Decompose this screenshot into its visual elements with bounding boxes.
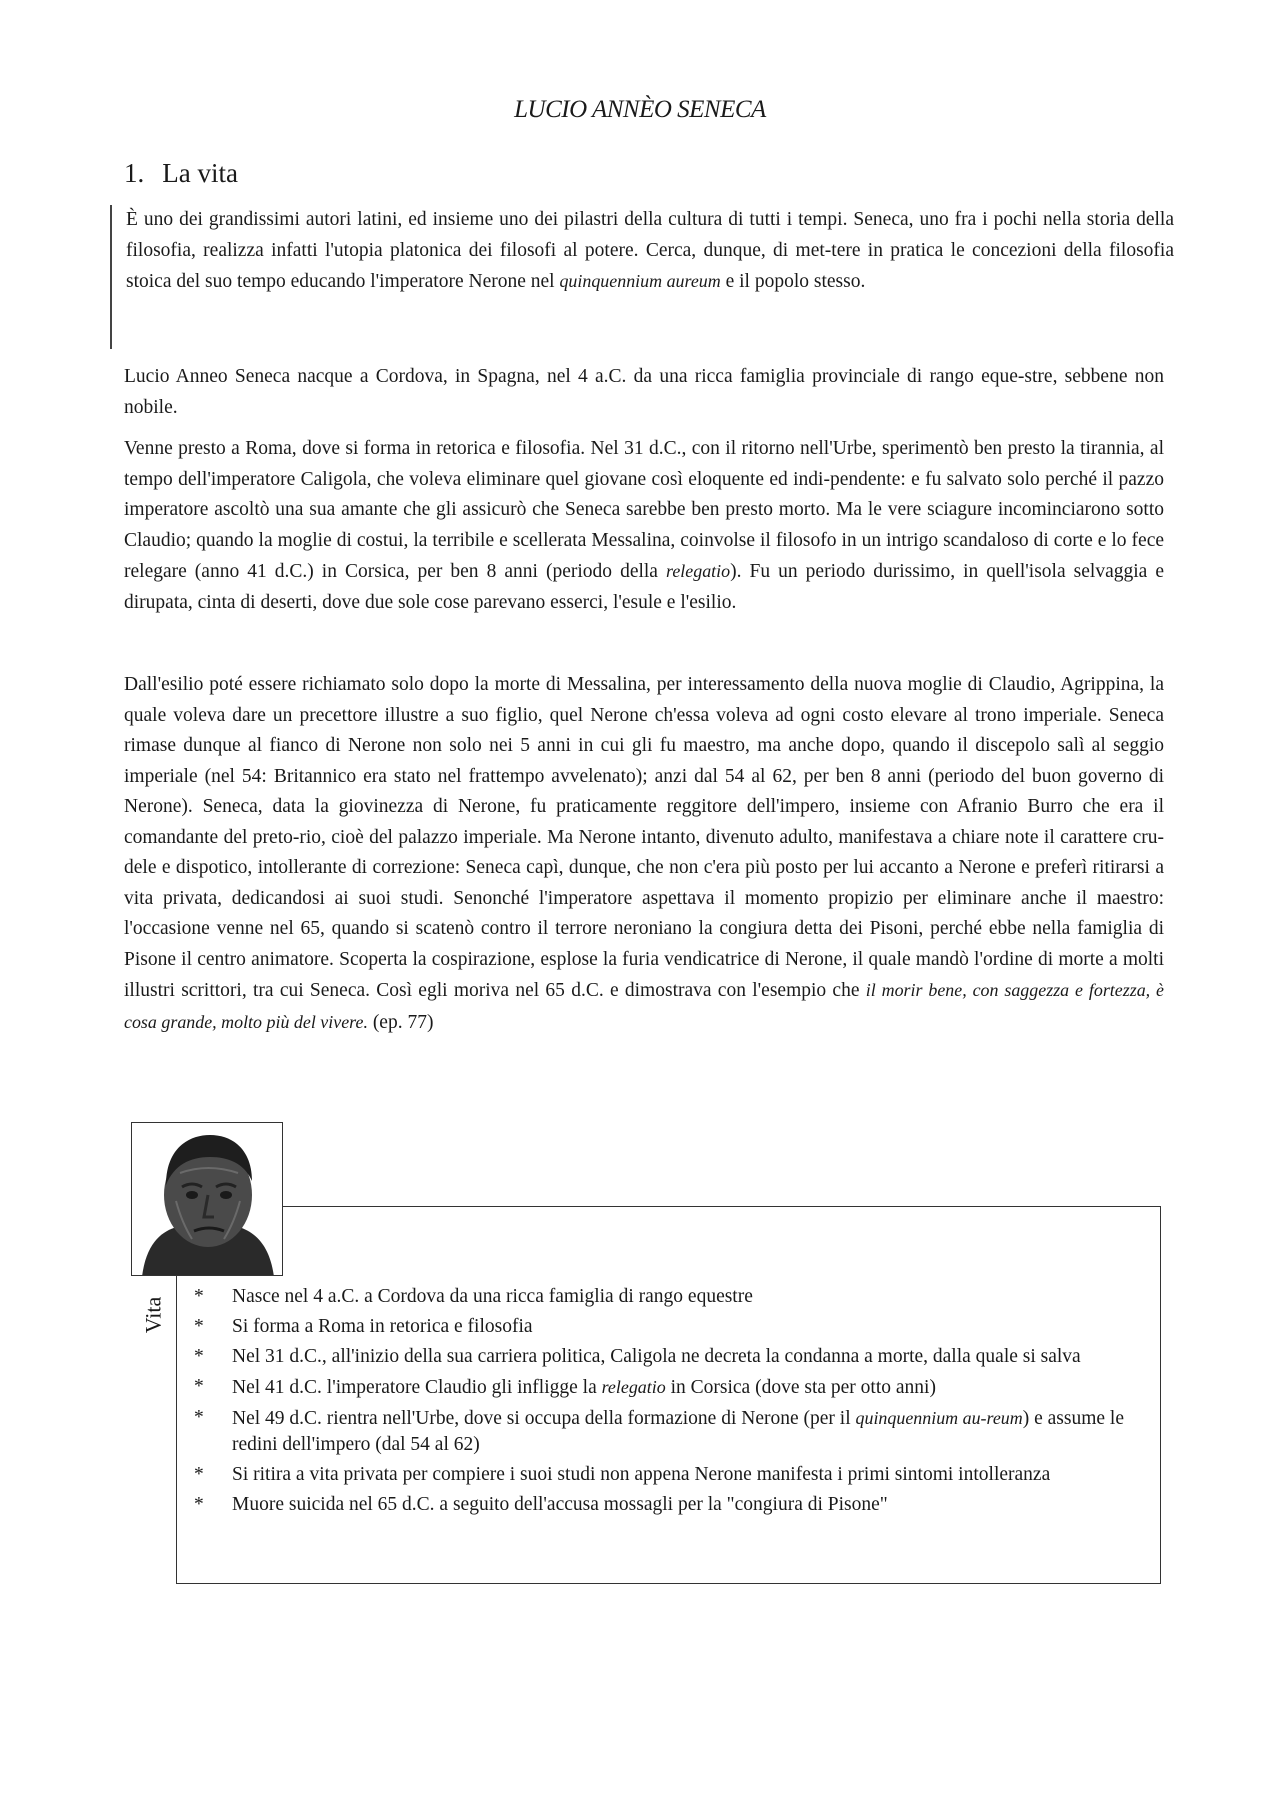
body-paragraph-3: [124, 670, 1164, 1045]
list-item: [192, 1492, 1152, 1518]
asterisk-icon: *: [194, 1494, 204, 1515]
section-number: 1.: [124, 158, 145, 188]
list-item-text: Nel 31 d.C., all'inizio della sua carriera politica, Caligola ne decreta la condanna a morte, dalla quale si salva: [232, 1346, 1081, 1367]
intro-text-before: È uno dei grandissimi autori latini, ed insieme uno dei pilastri della cultura di tutti i tempi. Seneca, uno fra i pochi nella storia della filosofia, realizza infatti l'utopia platonica dei filosofi al potere. Cerca, dunque, di met-tere in pratica le concezioni della filosofia stoica del suo tempo educando l'imperatore Nerone nel: [126, 209, 1174, 292]
vita-label-text: Vita: [140, 1296, 165, 1334]
asterisk-icon: *: [194, 1407, 204, 1428]
paragraph-birth: Lucio Anneo Seneca nacque a Cordova, in Spagna, nel 4 a.C. da una ricca famiglia provinciale di rango eque-stre, sebbene non nobile.: [124, 366, 1164, 418]
vita-label: [140, 1290, 166, 1340]
list-item-text-after: in Corsica (dove sta per otto anni): [665, 1377, 936, 1398]
intro-text-after: e il popolo stesso.: [720, 271, 866, 292]
p3-before: Dall'esilio poté essere richiamato solo dopo la morte di Messalina, per interessamento della nuova moglie di Claudio, Agrippina, la quale voleva dare un precettore illustre a suo figlio, quel Nerone ch'essa voleva ad ogni costo elevare al trono imperiale. Seneca rimase dunque al fianco di Nerone non solo nei 5 anni in cui gli fu maestro, ma anche dopo, quando il discepolo salì al seggio imperiale (nel 54: Britannico era stato nel frattempo avvelenato); anzi dal 54 al 62, per ben 8 anni (periodo del buon governo di Nerone). Seneca, data la giovinezza di Nerone, fu praticamente reggitore dell'impero, insieme con Afranio Burro che era il comandante del preto-rio, cioè del palazzo imperiale. Ma Nerone intanto, divenuto adulto, manifestava a chiare note il carattere cru-dele e dispotico, intollerante di correzione: Seneca capì, dunque, che non c'era più posto per lui accanto a Nerone e preferì ritirarsi a vita privata, dedicandosi ai suoi studi. Senonché l'imperatore aspettava il momento propizio per eliminare anche il maestro: l'occasione venne nel 65, quando si scatenò contro il terrore neroniano la congiura detta dei Pisoni, perché ebbe nella famiglia di Pisone il centro animatore. Scoperta la cospirazione, esplose la furia vendicatrice di Nerone, il quale mandò l'ordine di morte a molti illustri scrittori, tra cui Seneca. Così egli moriva nel 65 d.C. e dimostrava con l'esempio che: [124, 674, 1164, 1001]
asterisk-icon: *: [194, 1346, 204, 1367]
list-item-text-before: Nel 49 d.C. rientra nell'Urbe, dove si occupa della formazione di Nerone (per il: [232, 1408, 856, 1429]
asterisk-icon: *: [194, 1286, 204, 1307]
page-title: LUCIO ANNÈO SENECA: [514, 96, 766, 123]
p2-after: ). Fu un periodo durissimo, in quell'isola selvaggia e dirupata, cinta di deserti, dove due sole cose parevano esserci, l'esule e l'esilio.: [124, 561, 1164, 613]
list-item-italic: quinquennium au-reum: [855, 1408, 1023, 1428]
intro-italic: quinquennium aureum: [559, 271, 721, 291]
list-item-text-after: ) e assume le redini dell'impero (dal 54 al 62): [232, 1408, 1124, 1455]
body-paragraph-1: [124, 362, 1164, 430]
section-heading: [124, 158, 238, 189]
list-item-text: Si forma a Roma in retorica e filosofia: [232, 1316, 533, 1337]
seneca-bust-image: [132, 1123, 283, 1276]
intro-paragraph: [110, 205, 1174, 349]
list-item-text-before: Nel 41 d.C. l'imperatore Claudio gli infligge la: [232, 1377, 602, 1398]
list-item-text: Si ritira a vita privata per compiere i suoi studi non appena Nerone manifesta i primi sintomi intolleranza: [232, 1464, 1051, 1485]
list-item: [192, 1405, 1152, 1458]
list-item: [192, 1462, 1152, 1488]
list-item-italic: relegatio: [601, 1377, 666, 1397]
p2-italic: relegatio: [666, 561, 731, 581]
paragraph-return: [124, 670, 1164, 1038]
asterisk-icon: *: [194, 1376, 204, 1397]
list-item: [192, 1374, 1152, 1401]
asterisk-icon: *: [194, 1464, 204, 1485]
asterisk-icon: *: [194, 1316, 204, 1337]
p3-after: (ep. 77): [367, 1011, 434, 1033]
paragraph-exile: [124, 434, 1164, 618]
list-item: [192, 1284, 1152, 1310]
list-item: [192, 1344, 1152, 1370]
seneca-portrait: [131, 1122, 283, 1276]
p2-before: Venne presto a Roma, dove si forma in retorica e filosofia. Nel 31 d.C., con il ritorno nell'Urbe, sperimentò ben presto la tirannia, al tempo dell'imperatore Caligola, che voleva eliminare quel giovane così eloquente ed indi-pendente: e fu salvato solo perché il pazzo imperatore ascoltò una sua amante che gli assicurò che Seneca sarebbe ben presto morto. Ma le vere sciagure incominciarono sotto Claudio; quando la moglie di costui, la terribile e scellerata Messalina, coinvolse il filosofo in un intrigo scandaloso di corte e lo fece relegare (anno 41 d.C.) in Corsica, per ben 8 anni (periodo della: [124, 438, 1164, 582]
body-paragraph-2: [124, 434, 1164, 625]
list-item-text: Muore suicida nel 65 d.C. a seguito dell'accusa mossagli per la "congiura di Pisone": [232, 1494, 888, 1515]
list-item: [192, 1314, 1152, 1340]
vita-list: [192, 1284, 1152, 1522]
section-title: La vita: [162, 158, 238, 188]
p3-italic: il morir bene, con saggezza e fortezza, è cosa grande, molto più del vivere.: [124, 980, 1164, 1032]
list-item-text: Nasce nel 4 a.C. a Cordova da una ricca famiglia di rango equestre: [232, 1286, 753, 1307]
